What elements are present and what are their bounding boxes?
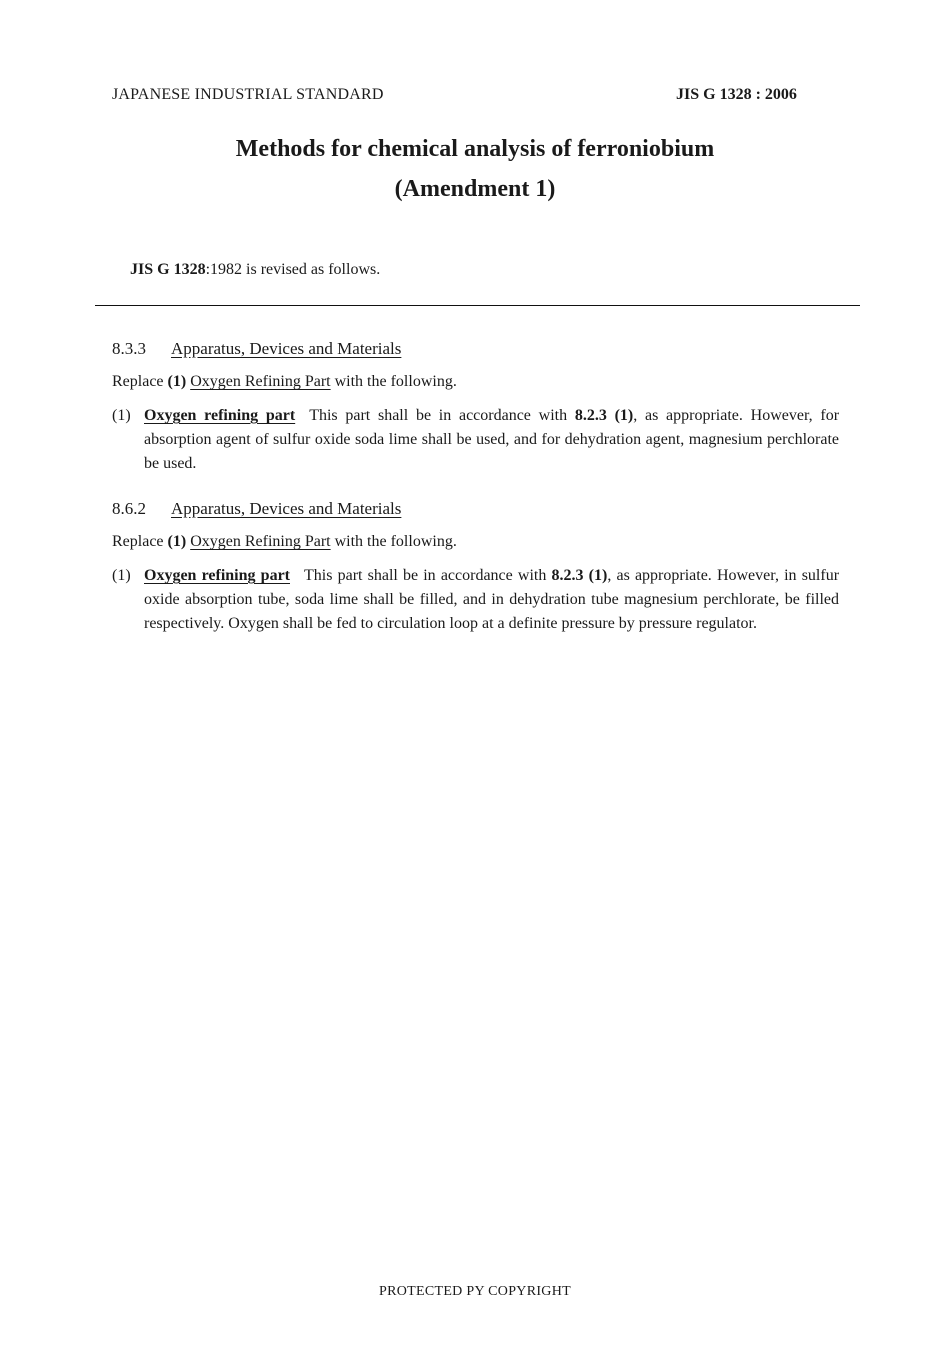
item-label: (1): [112, 407, 131, 424]
replace-instruction: [112, 533, 457, 551]
item-term: Oxygen refining part: [144, 567, 290, 584]
revised-standard-code: JIS G 1328: [130, 261, 206, 278]
document-title: Methods for chemical analysis of ferroniobium: [235, 136, 715, 162]
replace-prefix: Replace: [112, 533, 164, 550]
revision-note: [130, 261, 380, 279]
item-term: Oxygen refining part: [144, 407, 296, 424]
section-title: Apparatus, Devices and Materials: [171, 339, 402, 358]
replace-target: Oxygen Refining Part: [190, 373, 331, 390]
replace-item: (1): [167, 373, 187, 390]
item-reference: 8.2.3 (1): [551, 567, 608, 584]
replace-item: (1): [167, 533, 187, 550]
replace-prefix: Replace: [112, 373, 164, 390]
replace-suffix: with the following.: [334, 533, 457, 550]
list-item: [112, 404, 839, 476]
item-text: This part shall be in accordance with: [309, 407, 568, 424]
item-label: (1): [112, 567, 131, 584]
document-subtitle: (Amendment 1): [394, 176, 556, 202]
item-text-continued: , as appropriate. However, for absorption agent of sulfur oxide soda lime shall be used, and for dehydration agent, magnesium perchlorate be used.: [144, 407, 840, 472]
section-heading: [112, 499, 401, 519]
item-text-continued: , as appropriate. However, in sulfur oxide absorption tube, soda lime shall be filled, and in dehydration tube magnesium perchlorate, be filled respectively. Oxygen shall be fed to circulation loop at a definite pressure by pressure regulator.: [144, 567, 840, 632]
section-number: 8.6.2: [112, 499, 146, 518]
replace-instruction: [112, 373, 457, 391]
item-text: This part shall be in accordance with: [304, 567, 547, 584]
standard-header: JAPANESE INDUSTRIAL STANDARD: [112, 86, 384, 103]
replace-suffix: with the following.: [334, 373, 457, 390]
list-item: [112, 564, 839, 636]
item-reference: 8.2.3 (1): [574, 407, 634, 424]
replace-target: Oxygen Refining Part: [190, 533, 331, 550]
standard-number: JIS G 1328 : 2006: [676, 86, 797, 103]
section-heading: [112, 339, 401, 359]
divider: [95, 305, 860, 306]
item-body: [144, 404, 839, 476]
section-number: 8.3.3: [112, 339, 146, 358]
copyright-footer: PROTECTED PY COPYRIGHT: [379, 1284, 571, 1299]
item-body: [144, 564, 839, 636]
revision-note-text: :1982 is revised as follows.: [205, 261, 381, 278]
section-title: Apparatus, Devices and Materials: [171, 499, 402, 518]
